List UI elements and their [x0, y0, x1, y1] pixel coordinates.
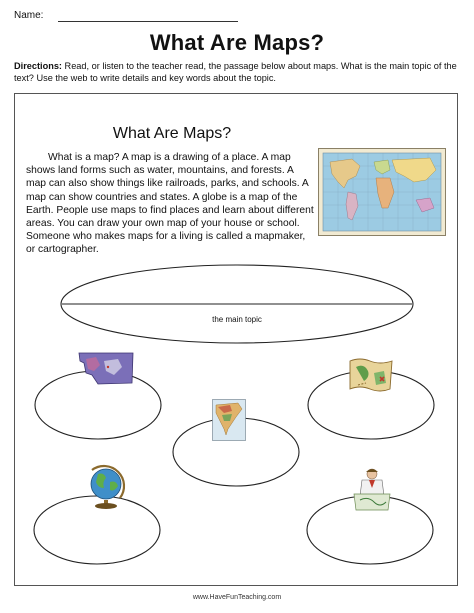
name-label: Name:: [14, 10, 44, 21]
page-title: What Are Maps?: [149, 30, 325, 55]
globe-icon: [86, 464, 128, 510]
passage-text: What is a map? A map is a drawing of a place. A map shows land forms such as water, mountains, and forests. A map can also show things like railroads, parks, and schools. A map can show countries and states. A globe is a map of the Earth. People use maps to find places and learn about different areas. You can draw your own map of your house or school. Someone who makes maps for a living is called a mapmaker, or cartographer.: [26, 152, 314, 256]
north-america-map-icon: [212, 399, 246, 441]
cartographer-icon: [352, 466, 392, 512]
montana-map-icon: [78, 351, 134, 385]
treasure-map-icon: [346, 355, 396, 395]
footer-url[interactable]: www.HaveFunTeaching.com: [192, 594, 282, 601]
directions-label: Directions:: [14, 61, 62, 71]
main-topic-label: the main topic: [212, 315, 262, 324]
directions-text: Read, or listen to the teacher read, the passage below about maps. What is the main topic of the text? Use the web to write details and key words about the topic.: [14, 61, 457, 83]
passage-title: What Are Maps?: [112, 125, 232, 142]
